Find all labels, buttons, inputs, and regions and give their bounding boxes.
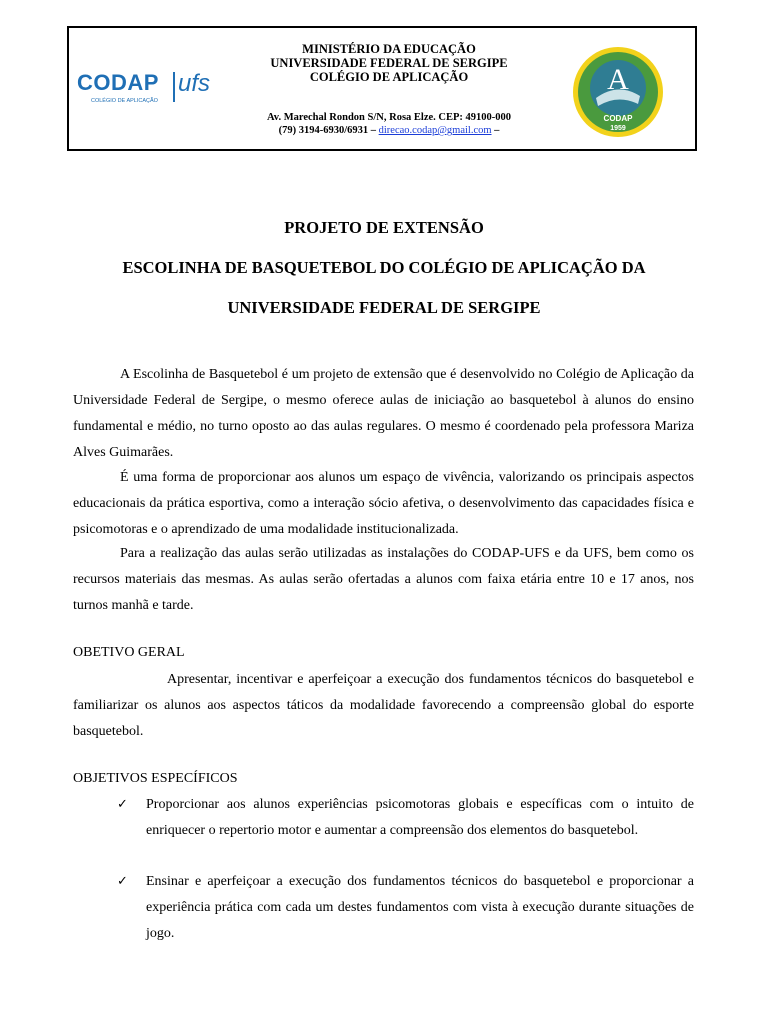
- checkmark-icon: ✓: [117, 874, 128, 889]
- address-line: Av. Marechal Rondon S/N, Rosa Elze. CEP: 49100-000: [266, 112, 512, 123]
- logo-divider: [173, 72, 175, 102]
- project-title-line2: UNIVERSIDADE FEDERAL DE SERGIPE: [227, 298, 541, 317]
- ministry-line: MINISTÉRIO DA EDUCAÇÃO: [302, 42, 476, 56]
- letterhead: [67, 26, 697, 151]
- email-link[interactable]: direcao.codap@gmail.com: [378, 125, 492, 136]
- college-line: COLÉGIO DE APLICAÇÃO: [309, 70, 469, 84]
- checkmark-icon: ✓: [117, 797, 128, 812]
- purpose-paragraph: É uma forma de proporcionar aos alunos um espaço de vivência, valorizando os principais aspectos educacionais da prática esportiva, como a interação sócio afetiva, o desenvolvimento das capacidades física e psicomotoras e o aprendizado de uma modalidade institucionalizada.: [73, 470, 694, 537]
- phone-email-line: [219, 124, 559, 137]
- list-item-text: Ensinar e aperfeiçoar a execução dos fundamentos técnicos do basquetebol e proporcionar a experiência prática com cada um destes fundamentos com vista à execução durante situações de jogo.: [146, 874, 694, 941]
- phone-text: (79) 3194-6930/6931 –: [278, 125, 377, 136]
- seal-letter: A: [607, 63, 629, 96]
- ufs-logo-text: ufs: [178, 70, 211, 97]
- codap-logo-text: CODAP: [77, 70, 159, 95]
- list-item: [117, 792, 694, 844]
- general-objective-text: Apresentar, incentivar e aperfeiçoar a execução dos fundamentos técnicos do basquetebol e familiarizar os alunos aos aspectos táticos da modalidade favorecendo a compreensão global do esporte basquetebol.: [73, 672, 694, 739]
- seal-name: CODAP: [603, 114, 633, 123]
- codap-ufs-logo: [77, 70, 227, 110]
- intro-paragraph: A Escolinha de Basquetebol é um projeto de extensão que é desenvolvido no Colégio de Aplicação da Universidade Federal de Sergipe, o mesmo oferece aulas de iniciação ao basquetebol à alunos do ensino fundamental e médio, no turno oposto ao das aulas regulares. O mesmo é coordenado pela professora Mariza Alves Guimarães.: [73, 367, 694, 460]
- phone-tail: –: [494, 125, 500, 136]
- seal-year: 1959: [610, 125, 626, 132]
- specific-objectives-heading: OBJETIVOS ESPECÍFICOS: [73, 771, 238, 786]
- university-line: UNIVERSIDADE FEDERAL DE SERGIPE: [270, 56, 508, 70]
- project-title-line1: ESCOLINHA DE BASQUETEBOL DO COLÉGIO DE APLICAÇÃO DA: [122, 258, 646, 277]
- list-item-text: Proporcionar aos alunos experiências psicomotoras globais e específicas com o intuito de enriquecer o repertorio motor e aumentar a compreensão dos elementos do basquetebol.: [146, 797, 694, 838]
- institution-heading: [219, 42, 559, 84]
- document-title: PROJETO DE EXTENSÃO: [284, 218, 484, 237]
- general-objective-heading: OBETIVO GERAL: [73, 645, 185, 660]
- codap-logo-subtitle: COLÉGIO DE APLICAÇÃO: [91, 98, 158, 104]
- list-item: [117, 869, 694, 947]
- resources-paragraph: Para a realização das aulas serão utilizadas as instalações do CODAP-UFS e da UFS, bem como os recursos materiais das mesmas. As aulas serão ofertadas a alunos com faixa etária entre 10 e 17 anos, nos turnos manhã e tarde.: [73, 546, 694, 613]
- codap-seal-icon: [572, 46, 664, 138]
- contact-info: [219, 111, 559, 137]
